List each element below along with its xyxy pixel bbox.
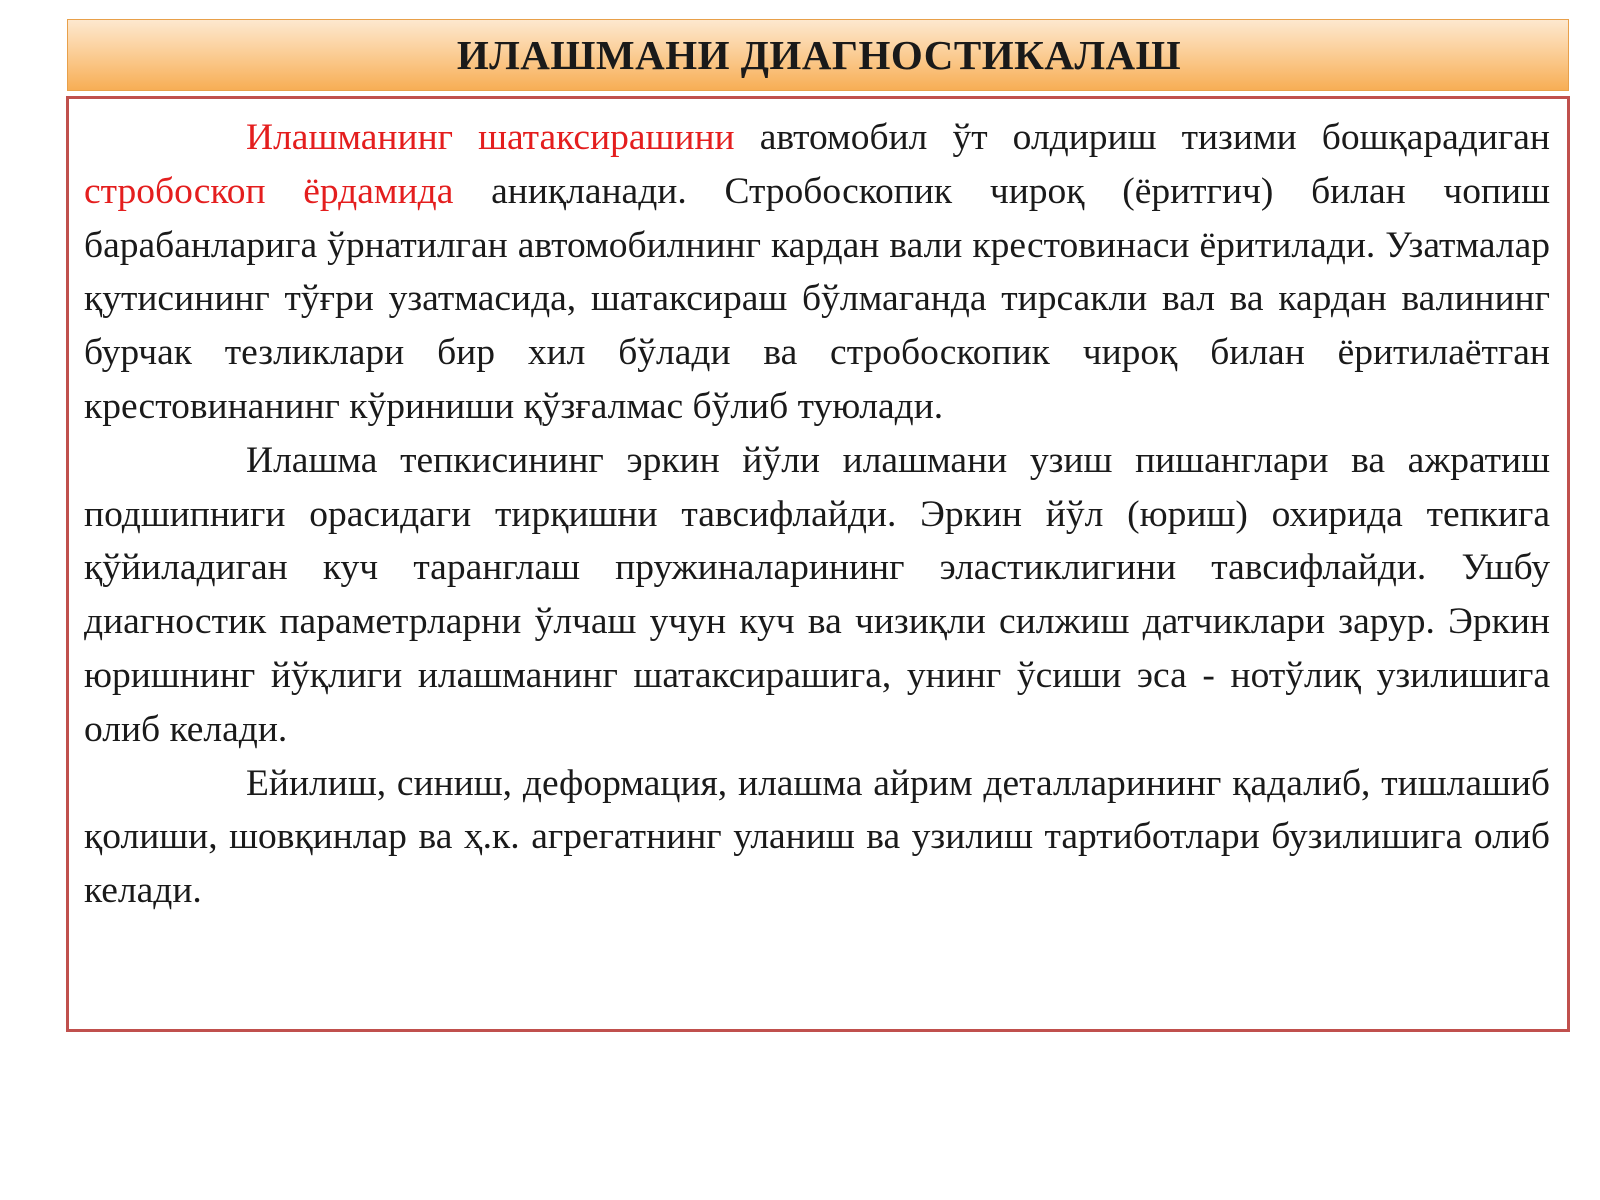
paragraph-3: Ейилиш, синиш, деформация, илашма айрим деталларининг қадалиб, тишлашиб қолиши, шовқинлар ва ҳ.к. агрегатнинг уланиш ва узилиш тартиботлари бузилишига олиб келади. bbox=[84, 762, 1550, 912]
content-box bbox=[66, 96, 1570, 1032]
paragraph-2: Илашма тепкисининг эркин йўли илашмани узиш пишанглари ва ажратиш подшипниги орасидаги тирқишни тавсифлайди. Эркин йўл (юриш) охирида тепкига қўйиладиган куч таранглаш пружиналарининг эластиклигини тавсифлайди. Ушбу диагностик параметрларни ўлчаш учун куч ва чизиқли силжиш датчиклари зарур. Эркин юришнинг йўқлиги илашманинг шатаксирашига, унинг ўсиши эса - нотўлиқ узилишига олиб келади. bbox=[84, 439, 1550, 750]
paragraph-1-text-a: автомобил ўт олдириш тизими бошқарадиган bbox=[734, 117, 1550, 158]
highlight-term-2: стробоскоп ёрдамида bbox=[84, 170, 454, 212]
highlight-term-1: Илашманинг шатаксирашини bbox=[246, 117, 735, 158]
slide-title: ИЛАШМАНИ ДИАГНОСТИКАЛАШ bbox=[456, 32, 1182, 78]
paragraph-1 bbox=[84, 111, 1550, 434]
paragraph-1-text-b: аниқланади. Стробоскопик чироқ (ёритгич) билан чопиш барабанларига ўрнатилган автомобилнинг кардан вали крестовинаси ёритилади. Узатмалар қутисининг тўғри узатмасида, шатаксираш бўлмаганда тирсакли вал ва кардан валининг бурчак тезликлари бир хил бўлади ва стробоскопик чироқ билан ёритилаётган крестовинанинг кўриниши қўзғалмас бўлиб туюлади. bbox=[84, 170, 1550, 427]
slide-title-bar bbox=[67, 19, 1569, 91]
